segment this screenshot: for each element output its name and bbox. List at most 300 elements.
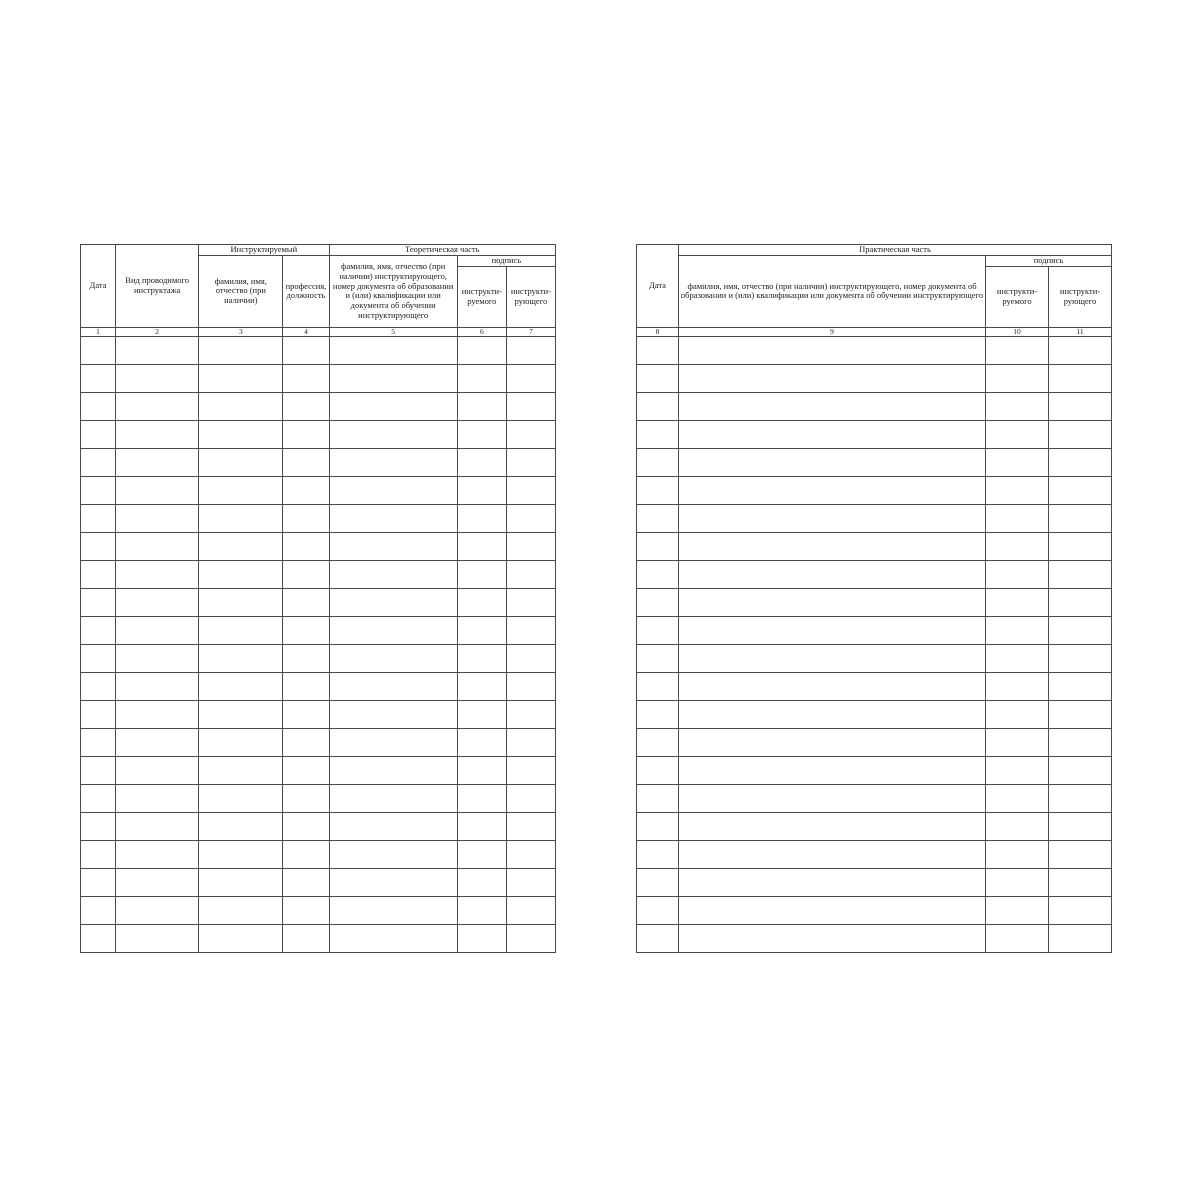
table-cell <box>506 504 555 532</box>
table-row <box>637 364 1112 392</box>
table-row <box>81 420 556 448</box>
table-cell <box>506 784 555 812</box>
table-cell <box>1049 504 1112 532</box>
left-page <box>80 244 556 953</box>
table-cell <box>457 560 506 588</box>
table-cell <box>199 476 283 504</box>
table-cell <box>637 700 679 728</box>
table-cell <box>457 420 506 448</box>
table-cell <box>81 756 116 784</box>
table-cell <box>506 476 555 504</box>
table-cell <box>637 924 679 952</box>
table-cell <box>637 392 679 420</box>
table-cell <box>637 364 679 392</box>
table-cell <box>329 532 457 560</box>
table-cell <box>81 784 116 812</box>
table-cell <box>986 868 1049 896</box>
table-cell <box>986 532 1049 560</box>
table-cell <box>637 448 679 476</box>
table-cell <box>457 476 506 504</box>
table-row <box>81 700 556 728</box>
table-cell <box>116 336 199 364</box>
table-cell <box>116 700 199 728</box>
table-cell <box>986 840 1049 868</box>
table-cell <box>116 728 199 756</box>
table-cell <box>679 728 986 756</box>
table-cell <box>283 476 329 504</box>
table-row <box>81 476 556 504</box>
table-row <box>81 784 556 812</box>
table-cell <box>329 756 457 784</box>
table-cell <box>506 588 555 616</box>
table-cell <box>116 448 199 476</box>
table-cell <box>679 364 986 392</box>
table-cell <box>506 616 555 644</box>
table-cell <box>283 448 329 476</box>
table-cell <box>986 560 1049 588</box>
header-instructor-info: фамилия, имя, отчество (при наличии) инструктирующего, номер документа об образовании и (или) квалификации или документа об обучении инструктирующего <box>679 255 986 327</box>
table-row <box>637 644 1112 672</box>
table-cell <box>679 924 986 952</box>
table-row <box>637 532 1112 560</box>
table-cell <box>199 784 283 812</box>
column-number: 6 <box>457 327 506 336</box>
table-row <box>81 812 556 840</box>
table-cell <box>283 336 329 364</box>
header-signature-group: подпись <box>457 255 555 266</box>
table-cell <box>679 616 986 644</box>
table-cell <box>457 840 506 868</box>
table-cell <box>116 756 199 784</box>
table-row <box>81 532 556 560</box>
table-cell <box>1049 616 1112 644</box>
table-row <box>81 392 556 420</box>
table-cell <box>506 700 555 728</box>
table-cell <box>199 672 283 700</box>
table-cell <box>283 840 329 868</box>
table-cell <box>457 448 506 476</box>
header-theory-group: Теоретическая часть <box>329 245 555 256</box>
table-cell <box>283 364 329 392</box>
column-number: 8 <box>637 327 679 336</box>
table-cell <box>457 896 506 924</box>
table-cell <box>637 840 679 868</box>
table-cell <box>506 448 555 476</box>
table-cell <box>1049 448 1112 476</box>
table-cell <box>116 532 199 560</box>
table-row <box>637 476 1112 504</box>
table-cell <box>679 756 986 784</box>
table-cell <box>457 504 506 532</box>
table-cell <box>457 784 506 812</box>
table-cell <box>1049 700 1112 728</box>
table-row <box>81 840 556 868</box>
table-cell <box>116 504 199 532</box>
header-instructed-group: Инструктируемый <box>199 245 329 256</box>
table-cell <box>81 896 116 924</box>
table-cell <box>199 504 283 532</box>
table-cell <box>637 588 679 616</box>
table-cell <box>283 700 329 728</box>
table-cell <box>81 924 116 952</box>
table-cell <box>679 812 986 840</box>
table-cell <box>283 532 329 560</box>
table-cell <box>457 728 506 756</box>
table-cell <box>637 532 679 560</box>
table-cell <box>457 336 506 364</box>
table-cell <box>637 868 679 896</box>
table-cell <box>283 896 329 924</box>
table-cell <box>283 924 329 952</box>
table-cell <box>679 896 986 924</box>
table-cell <box>506 420 555 448</box>
header-profession: профессия, должность <box>283 255 329 327</box>
table-row <box>637 728 1112 756</box>
table-row <box>81 896 556 924</box>
table-row <box>81 504 556 532</box>
table-cell <box>506 868 555 896</box>
table-cell <box>679 336 986 364</box>
table-cell <box>986 896 1049 924</box>
table-cell <box>986 756 1049 784</box>
table-cell <box>986 420 1049 448</box>
table-cell <box>199 644 283 672</box>
table-row <box>81 672 556 700</box>
table-cell <box>1049 560 1112 588</box>
column-number: 1 <box>81 327 116 336</box>
table-cell <box>329 840 457 868</box>
table-cell <box>283 868 329 896</box>
table-cell <box>283 756 329 784</box>
table-cell <box>283 392 329 420</box>
table-row <box>81 924 556 952</box>
table-row <box>637 504 1112 532</box>
table-row <box>637 588 1112 616</box>
table-cell <box>116 476 199 504</box>
table-cell <box>637 728 679 756</box>
table-cell <box>1049 784 1112 812</box>
table-cell <box>199 364 283 392</box>
right-page <box>636 244 1111 953</box>
table-cell <box>637 336 679 364</box>
table-row <box>637 616 1112 644</box>
table-cell <box>116 420 199 448</box>
table-cell <box>81 420 116 448</box>
table-cell <box>81 364 116 392</box>
table-cell <box>679 392 986 420</box>
table-cell <box>329 672 457 700</box>
table-cell <box>1049 896 1112 924</box>
table-cell <box>199 896 283 924</box>
table-cell <box>679 588 986 616</box>
table-cell <box>283 784 329 812</box>
table-cell <box>81 644 116 672</box>
table-cell <box>329 616 457 644</box>
table-cell <box>1049 364 1112 392</box>
table-cell <box>679 644 986 672</box>
table-row <box>637 560 1112 588</box>
table-cell <box>329 476 457 504</box>
table-cell <box>1049 756 1112 784</box>
table-cell <box>199 616 283 644</box>
table-cell <box>116 644 199 672</box>
table-cell <box>81 336 116 364</box>
table-cell <box>679 504 986 532</box>
table-cell <box>986 616 1049 644</box>
header-signature-instructor: инструкти-рующего <box>1049 266 1112 327</box>
table-cell <box>457 756 506 784</box>
table-cell <box>329 336 457 364</box>
table-cell <box>329 644 457 672</box>
table-cell <box>116 840 199 868</box>
table-row <box>637 392 1112 420</box>
table-cell <box>329 924 457 952</box>
table-row <box>637 924 1112 952</box>
table-cell <box>81 728 116 756</box>
table-cell <box>81 616 116 644</box>
table-cell <box>679 784 986 812</box>
column-number: 9 <box>679 327 986 336</box>
table-cell <box>116 392 199 420</box>
table-cell <box>679 448 986 476</box>
practice-journal-table <box>636 244 1112 953</box>
column-number-row <box>81 327 556 336</box>
table-cell <box>637 420 679 448</box>
table-cell <box>506 644 555 672</box>
table-cell <box>283 504 329 532</box>
table-cell <box>506 756 555 784</box>
table-cell <box>283 588 329 616</box>
table-cell <box>199 532 283 560</box>
table-cell <box>637 476 679 504</box>
table-cell <box>199 336 283 364</box>
table-cell <box>506 812 555 840</box>
table-row <box>637 756 1112 784</box>
table-cell <box>1049 588 1112 616</box>
table-cell <box>1049 728 1112 756</box>
table-cell <box>506 392 555 420</box>
table-cell <box>506 840 555 868</box>
table-cell <box>679 868 986 896</box>
table-cell <box>329 784 457 812</box>
table-cell <box>1049 420 1112 448</box>
table-row <box>637 448 1112 476</box>
table-cell <box>329 392 457 420</box>
table-cell <box>679 532 986 560</box>
table-cell <box>1049 924 1112 952</box>
table-cell <box>199 840 283 868</box>
table-cell <box>457 672 506 700</box>
table-cell <box>81 840 116 868</box>
table-row <box>81 588 556 616</box>
table-cell <box>329 560 457 588</box>
table-cell <box>457 700 506 728</box>
table-row <box>637 868 1112 896</box>
table-row <box>81 868 556 896</box>
column-number: 4 <box>283 327 329 336</box>
table-cell <box>986 448 1049 476</box>
table-cell <box>81 504 116 532</box>
table-cell <box>457 364 506 392</box>
table-row <box>637 812 1112 840</box>
column-number: 11 <box>1049 327 1112 336</box>
table-cell <box>81 812 116 840</box>
table-cell <box>329 504 457 532</box>
table-cell <box>283 812 329 840</box>
table-row <box>81 336 556 364</box>
table-cell <box>199 812 283 840</box>
table-cell <box>637 560 679 588</box>
table-cell <box>81 532 116 560</box>
table-cell <box>986 728 1049 756</box>
table-cell <box>457 616 506 644</box>
column-number: 5 <box>329 327 457 336</box>
table-cell <box>457 532 506 560</box>
table-row <box>637 896 1112 924</box>
table-cell <box>986 364 1049 392</box>
table-cell <box>116 784 199 812</box>
table-cell <box>283 560 329 588</box>
table-row <box>81 616 556 644</box>
table-cell <box>637 616 679 644</box>
table-cell <box>1049 644 1112 672</box>
table-cell <box>679 476 986 504</box>
table-cell <box>81 700 116 728</box>
table-cell <box>986 924 1049 952</box>
table-cell <box>116 896 199 924</box>
table-cell <box>283 644 329 672</box>
table-cell <box>1049 672 1112 700</box>
table-cell <box>283 420 329 448</box>
table-row <box>637 420 1112 448</box>
table-cell <box>199 728 283 756</box>
table-cell <box>116 672 199 700</box>
table-cell <box>199 924 283 952</box>
table-cell <box>199 700 283 728</box>
table-row <box>637 672 1112 700</box>
column-number: 2 <box>116 327 199 336</box>
table-cell <box>199 448 283 476</box>
table-cell <box>637 504 679 532</box>
header-date: Дата <box>637 245 679 328</box>
table-row <box>637 784 1112 812</box>
table-cell <box>81 672 116 700</box>
table-cell <box>116 588 199 616</box>
table-cell <box>986 504 1049 532</box>
table-cell <box>329 420 457 448</box>
table-cell <box>199 420 283 448</box>
theory-journal-table <box>80 244 556 953</box>
table-cell <box>81 392 116 420</box>
table-cell <box>637 896 679 924</box>
table-cell <box>116 560 199 588</box>
table-cell <box>457 812 506 840</box>
column-number: 10 <box>986 327 1049 336</box>
table-cell <box>506 560 555 588</box>
table-cell <box>116 812 199 840</box>
column-number: 7 <box>506 327 555 336</box>
column-number-row <box>637 327 1112 336</box>
header-date: Дата <box>81 245 116 328</box>
column-number: 3 <box>199 327 283 336</box>
table-cell <box>199 560 283 588</box>
table-cell <box>329 364 457 392</box>
table-cell <box>1049 812 1112 840</box>
table-cell <box>506 924 555 952</box>
header-practice-group: Практическая часть <box>679 245 1112 256</box>
table-cell <box>116 868 199 896</box>
table-cell <box>199 392 283 420</box>
table-cell <box>679 420 986 448</box>
table-cell <box>457 392 506 420</box>
header-instruction-type: Вид проводимого инструктажа <box>116 245 199 328</box>
table-cell <box>329 700 457 728</box>
table-cell <box>329 812 457 840</box>
table-cell <box>506 672 555 700</box>
header-signature-group: подпись <box>986 255 1112 266</box>
table-cell <box>329 896 457 924</box>
table-cell <box>986 700 1049 728</box>
table-cell <box>986 784 1049 812</box>
table-cell <box>329 728 457 756</box>
header-instructed-name: фамилия, имя, отчество (при наличии) <box>199 255 283 327</box>
table-cell <box>329 448 457 476</box>
header-instructor-info: фамилия, имя, отчество (при наличии) инструктирующего, номер документа об образовании и (или) квалификации или документа об обучении инструктирующего <box>329 255 457 327</box>
table-cell <box>116 924 199 952</box>
practice-journal-body <box>637 336 1112 952</box>
table-cell <box>679 560 986 588</box>
table-cell <box>199 588 283 616</box>
table-cell <box>1049 532 1112 560</box>
table-row <box>637 336 1112 364</box>
table-cell <box>506 336 555 364</box>
theory-journal-body <box>81 336 556 952</box>
table-cell <box>116 616 199 644</box>
table-row <box>81 560 556 588</box>
table-cell <box>1049 392 1112 420</box>
table-cell <box>81 448 116 476</box>
table-cell <box>986 476 1049 504</box>
table-cell <box>1049 868 1112 896</box>
header-signature-instructed: инструкти-руемого <box>986 266 1049 327</box>
table-cell <box>457 924 506 952</box>
table-cell <box>81 588 116 616</box>
table-cell <box>283 728 329 756</box>
table-cell <box>506 728 555 756</box>
table-cell <box>1049 476 1112 504</box>
table-cell <box>986 392 1049 420</box>
table-cell <box>506 364 555 392</box>
table-cell <box>637 756 679 784</box>
table-cell <box>81 476 116 504</box>
table-cell <box>116 364 199 392</box>
table-cell <box>986 588 1049 616</box>
table-cell <box>329 588 457 616</box>
table-row <box>637 700 1112 728</box>
table-cell <box>457 588 506 616</box>
table-cell <box>1049 840 1112 868</box>
table-cell <box>199 756 283 784</box>
table-cell <box>637 784 679 812</box>
table-cell <box>679 672 986 700</box>
table-cell <box>506 896 555 924</box>
table-cell <box>679 840 986 868</box>
table-cell <box>506 532 555 560</box>
table-cell <box>283 672 329 700</box>
header-signature-instructor: инструкти-рующего <box>506 266 555 327</box>
table-row <box>81 448 556 476</box>
header-signature-instructed: инструкти-руемого <box>457 266 506 327</box>
